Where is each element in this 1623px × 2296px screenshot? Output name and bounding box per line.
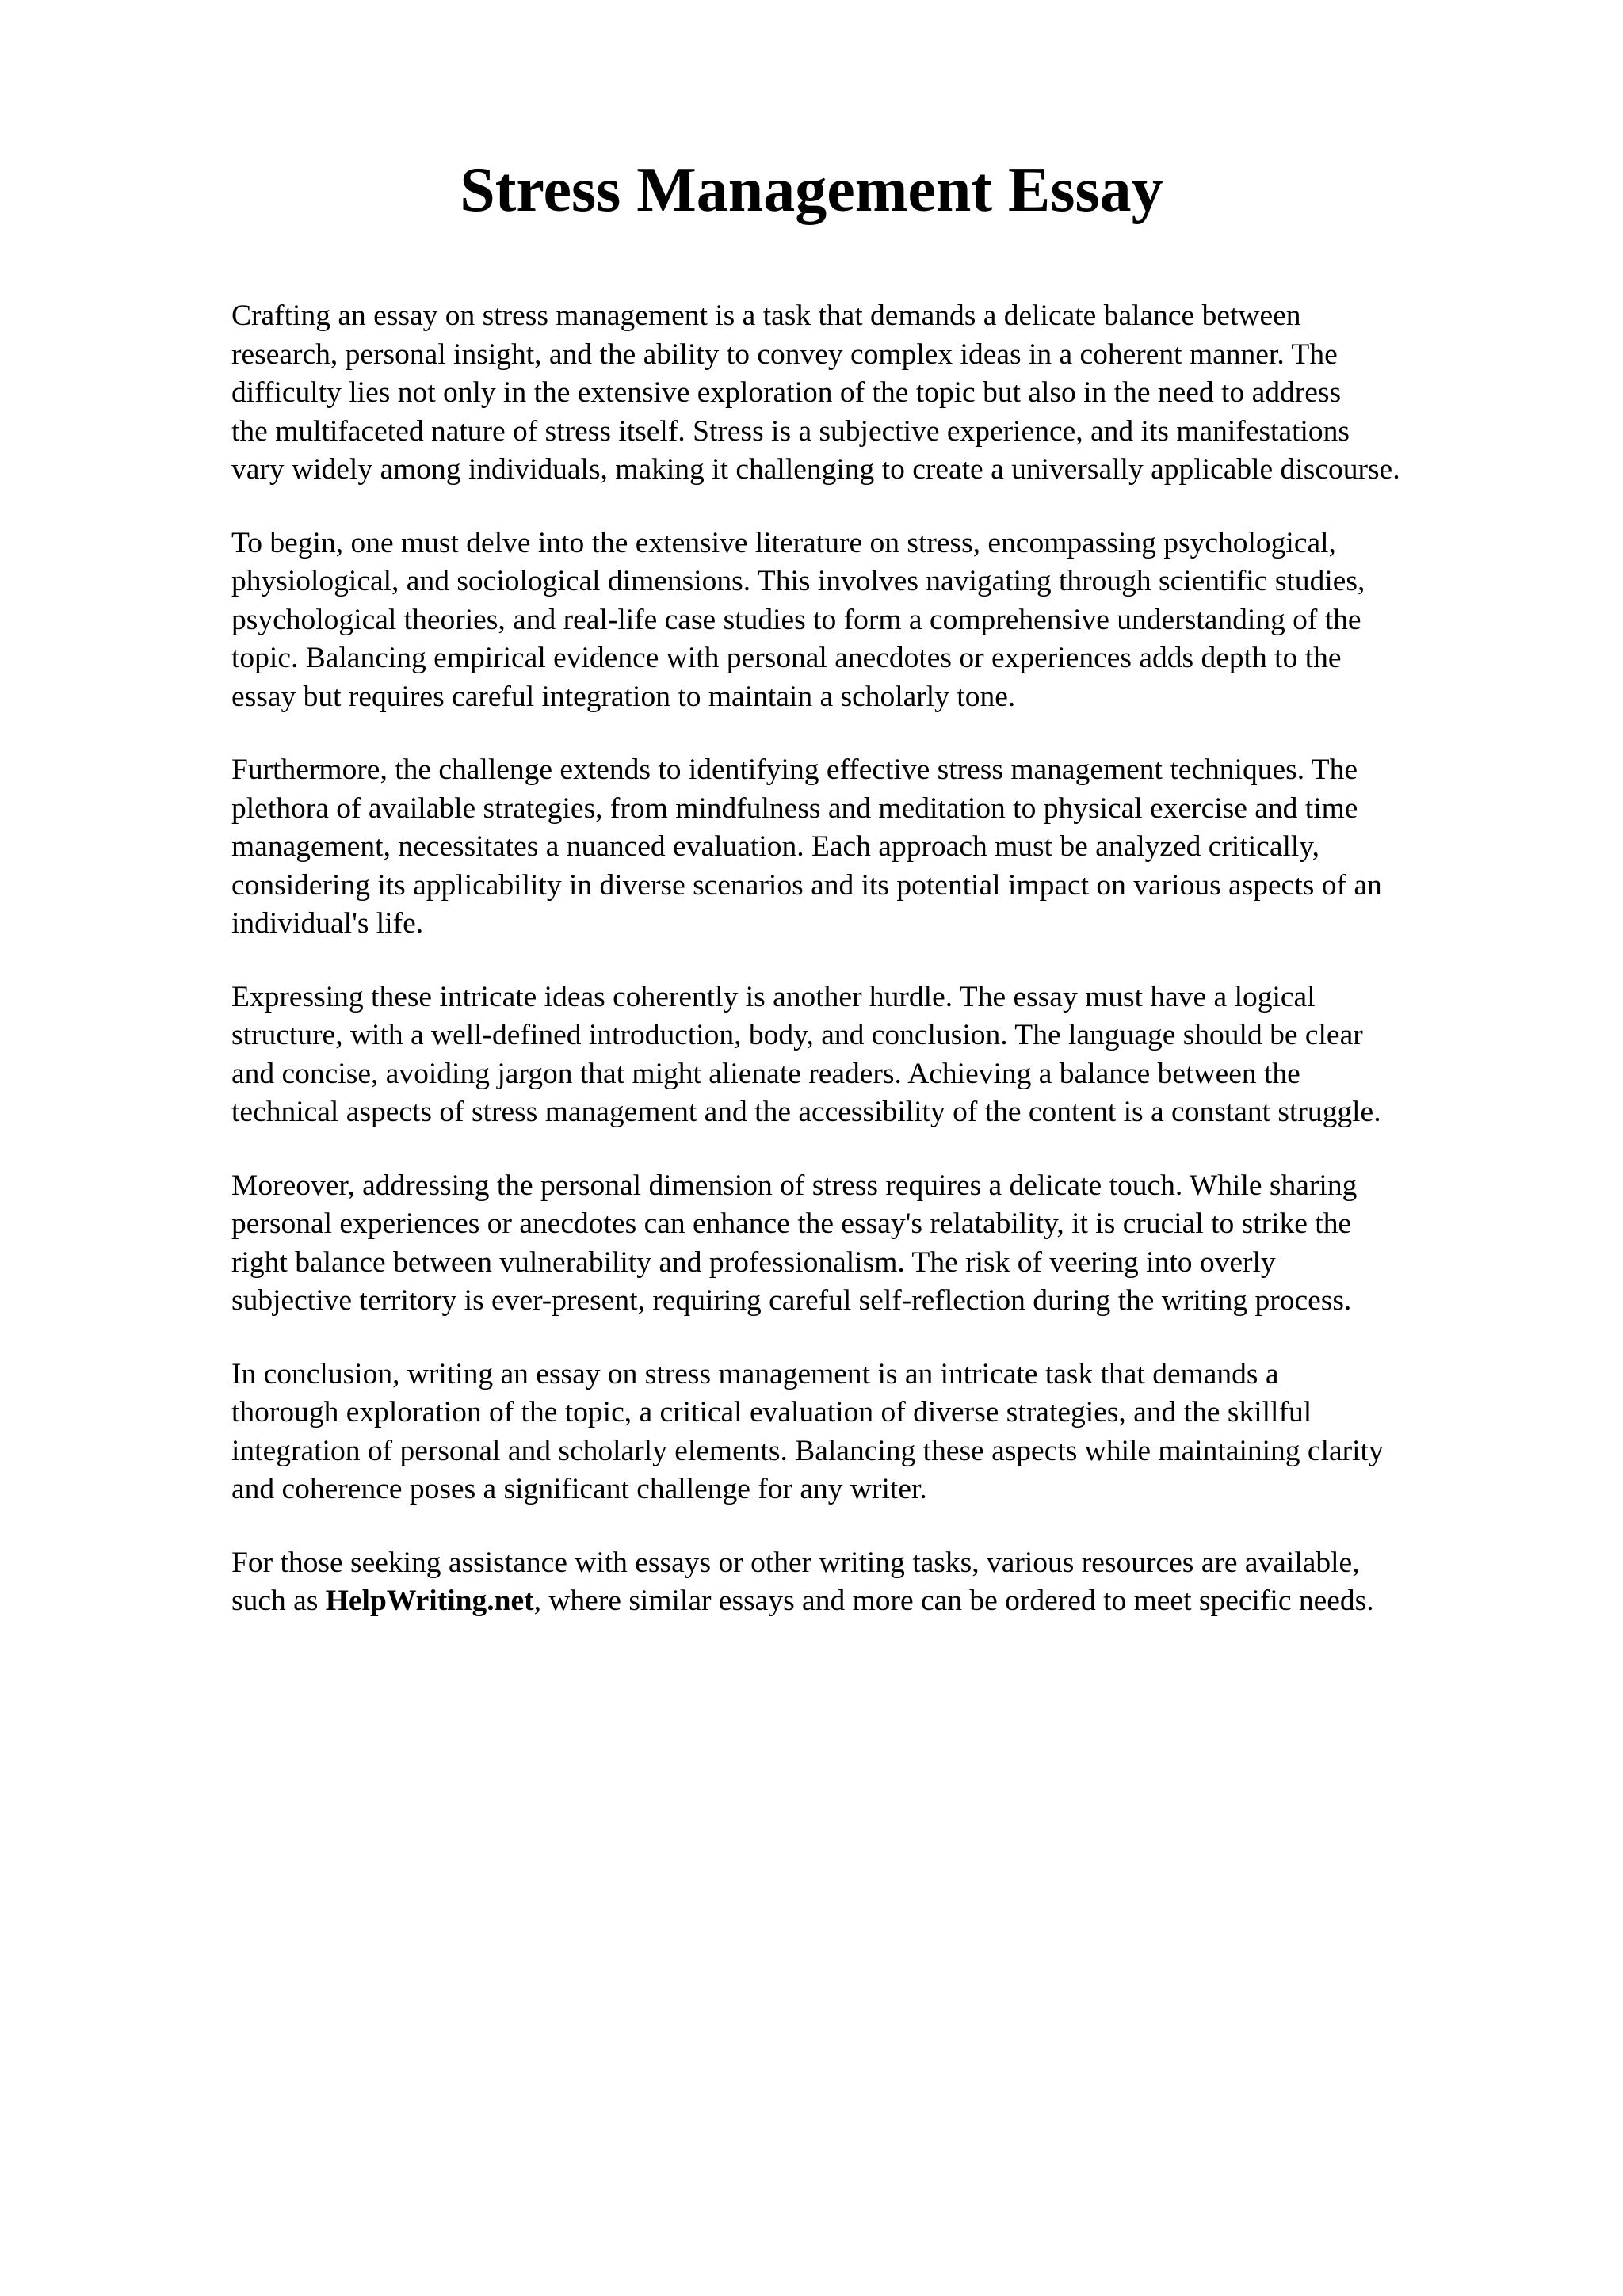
text-line: To begin, one must delve into the extensive literature on stress, encompassing psychological,	[231, 526, 1336, 559]
text-line: personal experiences or anecdotes can enhance the essay's relatability, it is crucial to strike the	[231, 1207, 1352, 1240]
paragraph-5	[231, 1167, 1531, 1321]
text-line: and coherence poses a significant challenge for any writer.	[231, 1473, 927, 1505]
closing-link-line	[231, 1582, 1531, 1621]
text-line: vary widely among individuals, making it challenging to create a universally applicable discourse.	[231, 453, 1400, 486]
paragraph-1	[231, 297, 1531, 490]
document-title: Stress Management Essay	[460, 155, 1163, 225]
text-line: and concise, avoiding jargon that might alienate readers. Achieving a balance between the	[231, 1057, 1300, 1090]
text-line: For those seeking assistance with essays or other writing tasks, various resources are available,	[231, 1546, 1360, 1579]
text-line: considering its applicability in diverse scenarios and its potential impact on various aspects of an	[231, 868, 1382, 902]
text-line: technical aspects of stress management and the accessibility of the content is a constant struggle.	[231, 1096, 1381, 1128]
text-line: right balance between vulnerability and professionalism. The risk of veering into overly	[231, 1245, 1276, 1279]
text-line: research, personal insight, and the ability to convey complex ideas in a coherent manner. The	[231, 338, 1338, 371]
text-line: topic. Balancing empirical evidence with personal anecdotes or experiences adds depth to the	[231, 642, 1342, 674]
text-line: essay but requires careful integration to maintain a scholarly tone.	[231, 680, 1016, 713]
text-line: integration of personal and scholarly elements. Balancing these aspects while maintaining clarity	[231, 1434, 1384, 1467]
text-line: physiological, and sociological dimensions. This involves navigating through scientific studies,	[231, 565, 1365, 597]
text-line: psychological theories, and real-life case studies to form a comprehensive understanding of the	[231, 603, 1361, 636]
text-line: In conclusion, writing an essay on stress management is an intricate task that demands a	[231, 1357, 1279, 1390]
text-line: subjective territory is ever-present, requiring careful self-reflection during the writing process.	[231, 1284, 1352, 1317]
document-body	[231, 297, 1531, 1656]
paragraph-4	[231, 978, 1531, 1132]
paragraph-3	[231, 751, 1531, 944]
text-line: Furthermore, the challenge extends to identifying effective stress management techniques. The	[231, 753, 1358, 786]
text-line: plethora of available strategies, from mindfulness and meditation to physical exercise and time	[231, 791, 1358, 825]
text-line: Crafting an essay on stress management is a task that demands a delicate balance between	[231, 299, 1301, 332]
text-line: management, necessitates a nuanced evaluation. Each approach must be analyzed critically,	[231, 830, 1319, 863]
text-line: difficulty lies not only in the extensive exploration of the topic but also in the need to address	[231, 376, 1342, 409]
text-line: thorough exploration of the topic, a critical evaluation of diverse strategies, and the skillful	[231, 1396, 1312, 1428]
closing-suffix: , where similar essays and more can be ordered to meet specific needs.	[533, 1585, 1374, 1617]
text-line: Expressing these intricate ideas coherently is another hurdle. The essay must have a logical	[231, 980, 1316, 1013]
text-line: individual's life.	[231, 907, 424, 940]
closing-paragraph	[231, 1544, 1531, 1621]
text-line: the multifaceted nature of stress itself. Stress is a subjective experience, and its manifestations	[231, 414, 1350, 448]
closing-prefix: such as	[231, 1585, 326, 1617]
paragraph-6	[231, 1356, 1531, 1509]
text-line: structure, with a well-defined introduction, body, and conclusion. The language should be clear	[231, 1019, 1363, 1051]
paragraph-2	[231, 524, 1531, 717]
text-line: Moreover, addressing the personal dimension of stress requires a delicate touch. While sharing	[231, 1169, 1358, 1202]
helpwriting-link[interactable]: HelpWriting.net	[325, 1585, 534, 1617]
